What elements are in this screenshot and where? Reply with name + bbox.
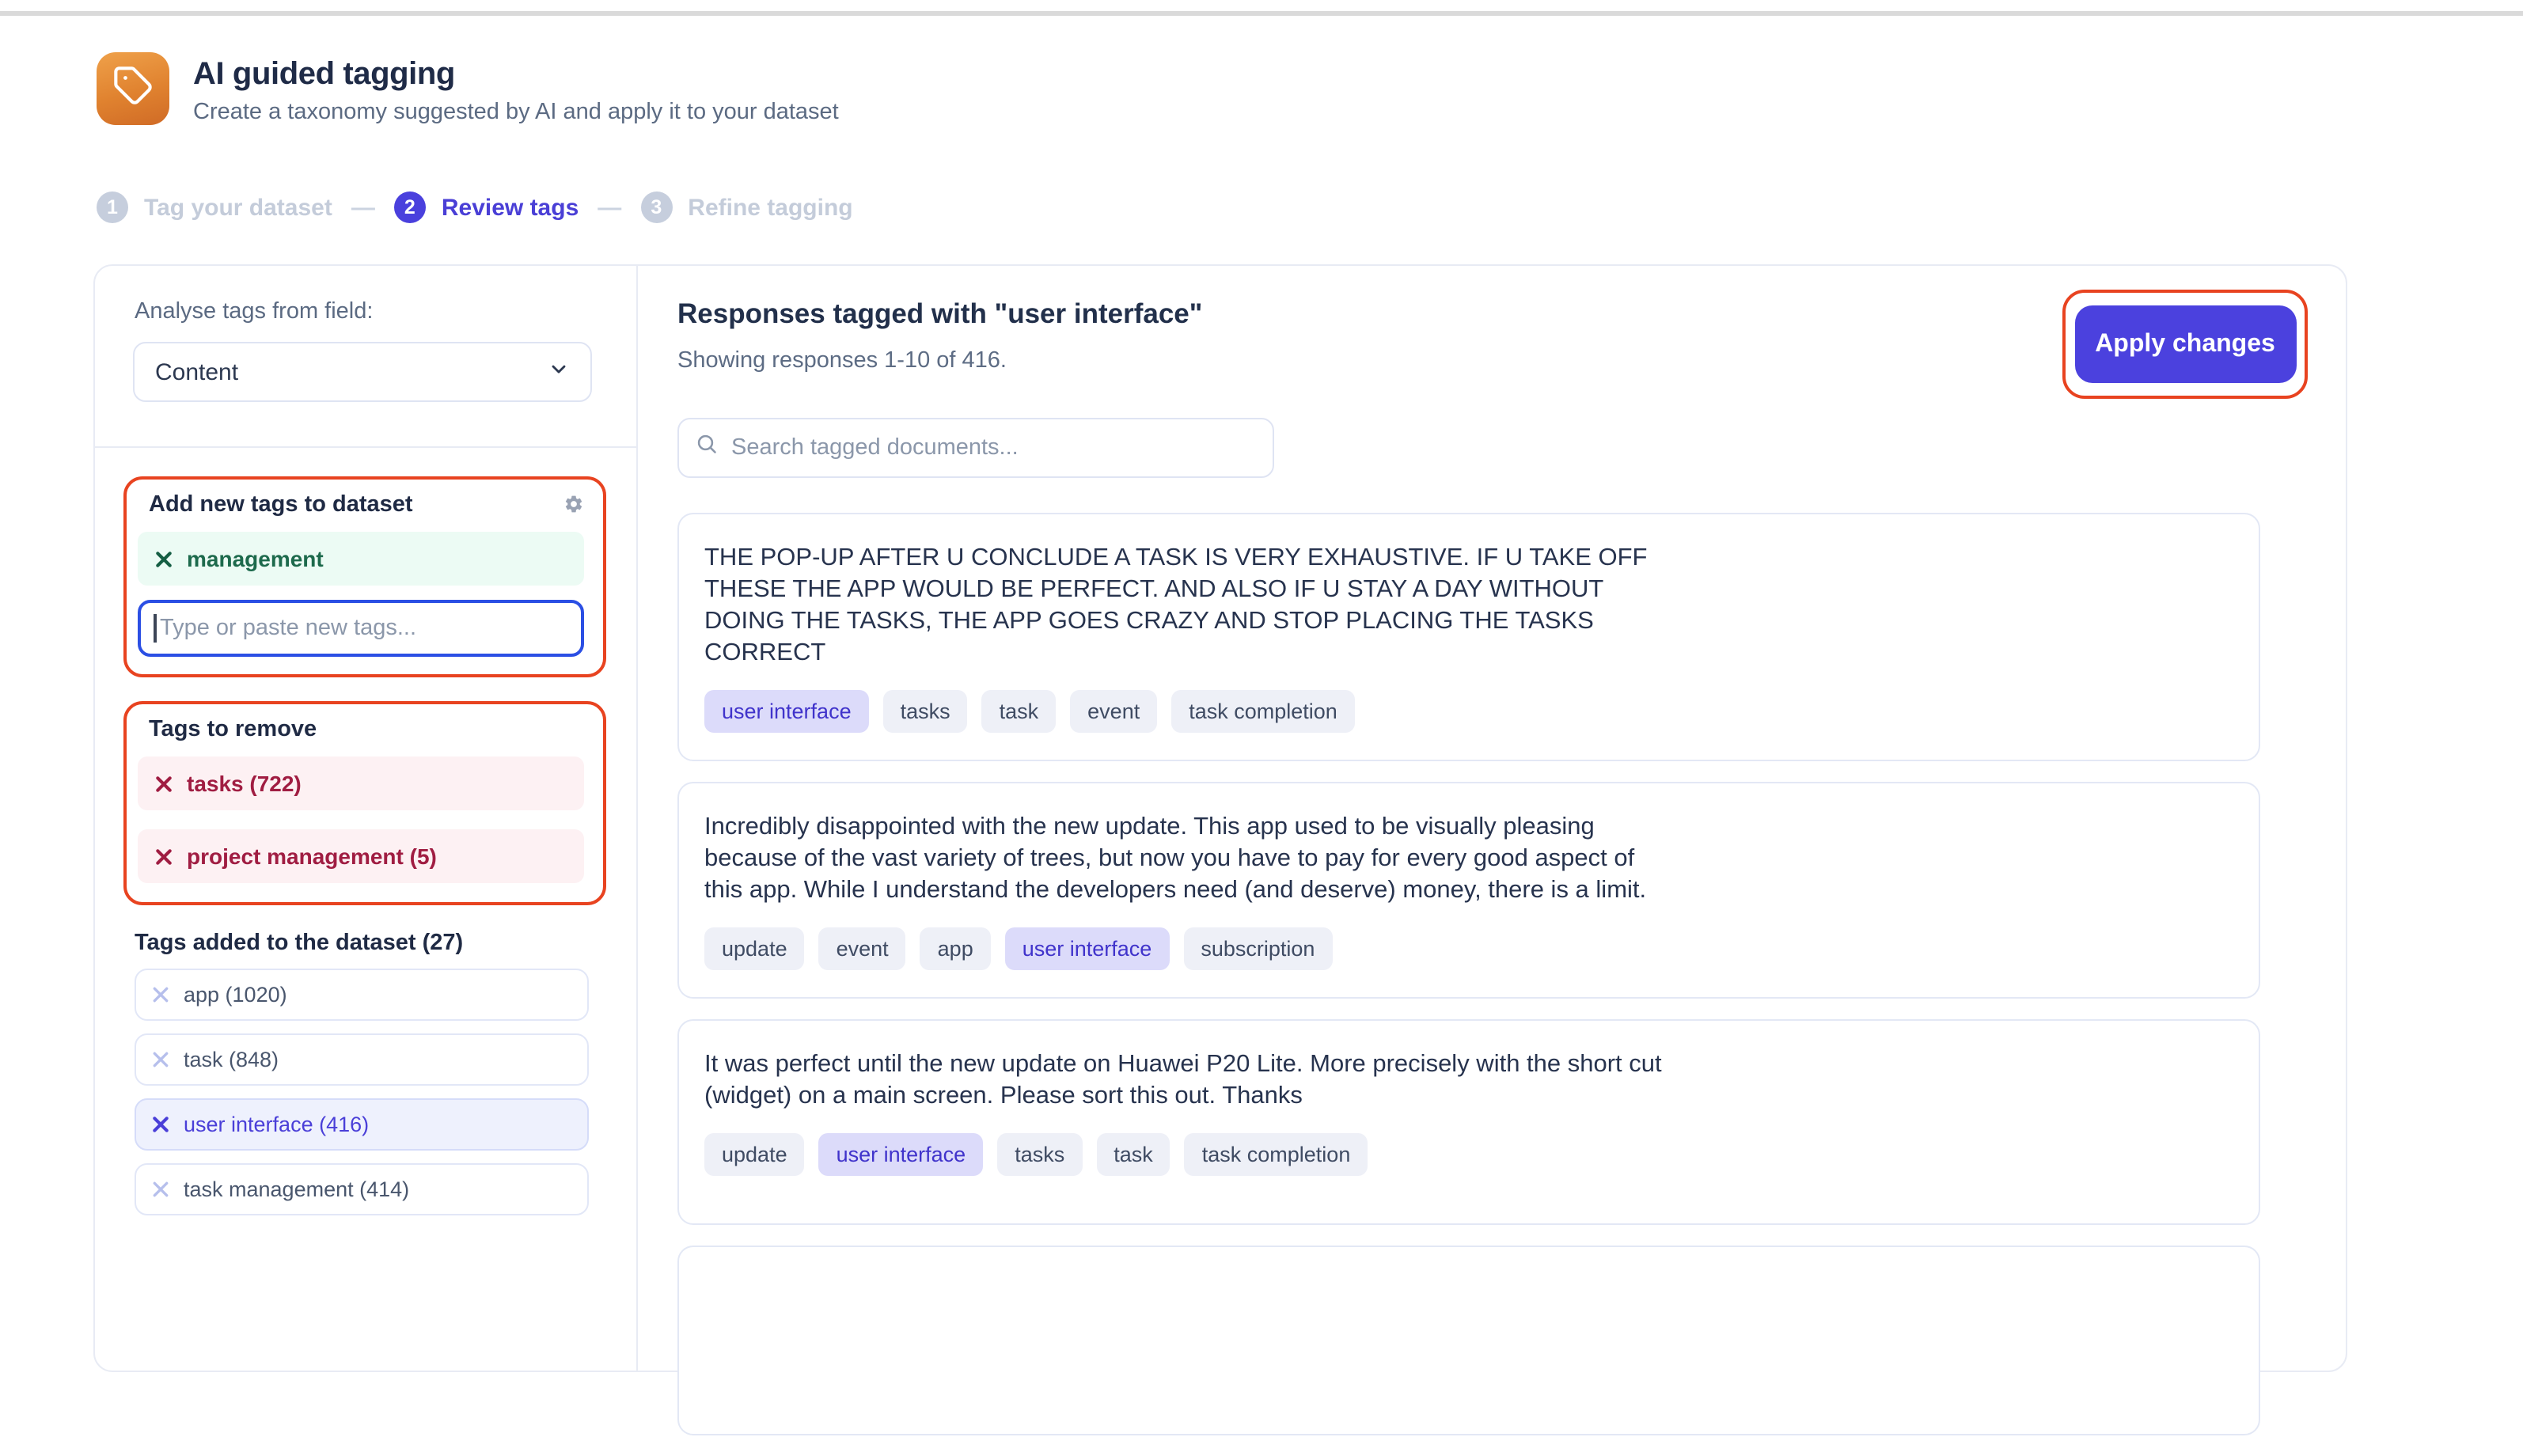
field-select-value: Content [155,358,239,385]
response-tags [704,690,2233,733]
added-tag-row[interactable] [135,1163,589,1215]
content-card [93,264,2347,1372]
search-icon [695,432,719,464]
x-icon[interactable] [152,986,169,1003]
tag-chip: update [704,1133,805,1176]
response-text: Incredibly disappointed with the new update. This app used to be visually pleasing because of the vast variety of trees, but now you have to pay for every good aspect of this app. While I understand the developers need (and deserve) money, there is a limit. [704,813,1647,904]
page-subtitle: Create a taxonomy suggested by AI and apply it to your dataset [193,100,839,125]
step-number: 3 [640,191,672,223]
step-label: Review tags [441,194,579,221]
tag-chip: subscription [1183,927,1332,970]
added-tags-section-title: Tags added to the dataset (27) [135,931,464,956]
added-tag-row[interactable] [135,1033,589,1086]
new-tag-label: management [187,546,324,571]
page-title: AI guided tagging [193,57,455,92]
x-icon[interactable] [152,1181,169,1198]
tag-chip: update [704,927,805,970]
x-icon[interactable] [152,1051,169,1068]
response-tags [704,927,2233,970]
search-input[interactable] [731,435,1257,461]
response-card [677,1019,2260,1225]
response-card [677,782,2260,999]
sidebar [95,266,638,1371]
step-refine-tagging[interactable] [640,191,852,223]
tag-chip-highlighted: user interface [819,1133,984,1176]
new-tags-input[interactable] [138,600,584,657]
app-icon [97,52,169,125]
x-icon[interactable] [152,1116,169,1133]
responses-subtitle: Showing responses 1-10 of 416. [677,348,1007,373]
added-tag-label: task (848) [184,1048,279,1071]
tag-chip: task completion [1185,1133,1368,1176]
stepper [97,191,853,223]
main-panel [638,266,2346,1371]
added-tag-label: user interface (416) [184,1113,370,1136]
remove-tag-row[interactable] [138,756,584,810]
new-tags-input-wrap [138,600,584,657]
remove-tag-label: tasks (722) [187,771,302,796]
field-select[interactable] [133,342,592,402]
added-tag-label: app (1020) [184,983,287,1007]
responses-title: Responses tagged with "user interface" [677,298,1203,329]
response-tags [704,1133,2233,1176]
tag-chip: app [920,927,991,970]
step-separator: — [598,194,622,221]
sidebar-divider [95,446,636,448]
response-text: It was perfect until the new update on Huawei P20 Lite. More precisely with the short cut (widget) on a main screen. Please sort this out. Thanks [704,1051,1662,1109]
x-icon[interactable] [155,550,173,567]
added-tag-row-selected[interactable] [135,1098,589,1151]
annotation-box-add-tags [123,476,606,677]
tag-chip: tasks [997,1133,1082,1176]
gear-icon[interactable] [563,494,584,514]
step-number: 2 [394,191,426,223]
chevron-down-icon [548,357,570,387]
search-box [677,418,1274,478]
response-card [677,513,2260,761]
apply-changes-button[interactable]: Apply changes [2074,305,2296,383]
tag-chip: task [1096,1133,1170,1176]
remove-tags-section-title: Tags to remove [149,716,317,741]
remove-tag-row[interactable] [138,829,584,883]
step-review-tags[interactable] [394,191,579,223]
top-divider [0,11,2523,16]
step-tag-your-dataset[interactable] [97,191,332,223]
add-tags-section-title: Add new tags to dataset [149,491,413,517]
new-tag-chip [138,532,584,586]
tag-chip: task [982,690,1057,733]
tag-chip: event [819,927,906,970]
tag-chip: tasks [883,690,968,733]
step-separator: — [351,194,375,221]
tag-icon [112,64,154,113]
added-tag-label: task management (414) [184,1177,410,1201]
response-card-partial [677,1246,2260,1435]
remove-tag-label: project management (5) [187,844,437,869]
x-icon[interactable] [155,847,173,865]
responses-list [677,513,2260,1456]
step-number: 1 [97,191,128,223]
step-label: Tag your dataset [144,194,332,221]
field-label: Analyse tags from field: [135,299,374,324]
annotation-box-remove-tags [123,701,606,905]
tag-chip: task completion [1171,690,1355,733]
text-caret [154,614,156,643]
tag-chip-highlighted: user interface [1005,927,1170,970]
step-label: Refine tagging [688,194,853,221]
annotation-box-apply-changes [2062,290,2308,399]
tag-chip: event [1070,690,1157,733]
added-tag-row[interactable] [135,969,589,1021]
tag-chip-highlighted: user interface [704,690,869,733]
response-text: THE POP-UP AFTER U CONCLUDE A TASK IS VERY EXHAUSTIVE. IF U TAKE OFF THESE THE APP WOULD BE PERFECT. AND ALSO IF U STAY A DAY WITHOUT DOING THE TASKS, THE APP GOES CRAZY AND STOP PLACING THE TASKS CORRECT [704,544,1648,666]
x-icon[interactable] [155,775,173,792]
